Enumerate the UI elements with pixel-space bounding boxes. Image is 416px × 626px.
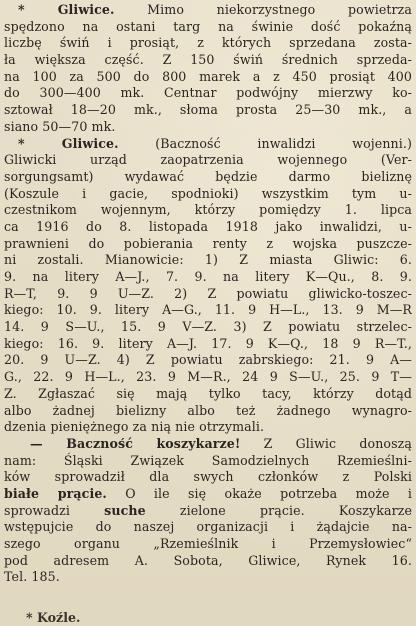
text-line xyxy=(4,2,412,19)
text-line: sorgungsamt) wydawać będzie darmo bieliznę xyxy=(4,168,412,184)
text-line: G., 22. 9 H—L., 23. 9 M—R., 24 9 S—U., 25. 9 T— xyxy=(4,369,412,385)
text-line: szego organu „Rzemieślnik i Przemysłowiec“ xyxy=(4,536,412,551)
text-line: nam: Śląski Związek Samodzielnych Rzemieślni- xyxy=(4,452,412,468)
text-line: ni zostali. Mianowicie: 1) Z miasta Gliwic: 6. xyxy=(4,252,412,268)
text-line: kiego: 10. 9. litery A—G., 11. 9 H—L., 13. 9 M—R xyxy=(4,302,412,318)
text-line: 14. 9 S—U., 15. 9 V—Z. 3) Z powiatu strzelec- xyxy=(4,319,412,335)
article-heading: * Gliwice. xyxy=(18,135,119,151)
text-line: albo żadnej bielizny albo też żadnego wynagro- xyxy=(4,402,412,418)
text-line: Gliwicki urząd zaopatrzenia wojennego (Ver- xyxy=(4,152,412,168)
text-line xyxy=(4,436,412,453)
text-line: R—T, 9. 9 U—Z. 2) Z powiatu gliwicko-toszec- xyxy=(4,285,412,301)
article-basket-makers xyxy=(4,436,412,586)
text-line xyxy=(4,486,412,503)
text-line: ków sprowadził dla swych członków z Polski xyxy=(4,469,412,485)
next-article-heading: * Koźle. xyxy=(26,610,81,625)
text-line: ca 1916 do 8. listopada 1918 jako inwalidzi, u- xyxy=(4,218,412,234)
text-line: 9. na litery A—J., 7. 9. na litery K—Qu., 8. 9. xyxy=(4,269,412,284)
text-line xyxy=(4,503,412,520)
text-span: Mimo niekorzystnego powietrza xyxy=(147,2,412,17)
text-line: Tel. 185. xyxy=(4,569,60,585)
text-line: prawnieni do pobierania renty z wojska puszcze- xyxy=(4,235,412,251)
text-line: czestnikom wojennym, którzy pomiędzy 1. lipca xyxy=(4,202,412,218)
text-line xyxy=(4,136,412,153)
text-line: 20. 9 U—Z. 4) Z powiatu zabrskiego: 21. 9 A— xyxy=(4,352,412,368)
text-line: wstępujcie do naszej organizacji i żądajcie na- xyxy=(4,519,412,535)
text-span: zielone prącie. Koszykarze xyxy=(179,502,412,518)
text-line: do 300—400 mk. Centnar podwójny mierzwy ko- xyxy=(4,85,412,101)
emphasis: suche xyxy=(104,502,146,518)
text-line: pod adresem A. Sobota, Gliwice, Rynek 16. xyxy=(4,552,412,568)
emphasis: białe prącie. xyxy=(4,485,107,501)
text-line: dzenia pieniężnego za nią nie otrzymali. xyxy=(4,419,265,435)
text-line: (Koszule i gacie, spodnioki) wszystkim tym u- xyxy=(4,185,412,201)
text-span: sprowadzi xyxy=(4,502,71,518)
text-line: na 100 za 500 do 800 marek a z 450 prosiąt 400 xyxy=(4,68,412,84)
text-line: siano 50—70 mk. xyxy=(4,118,116,134)
text-line: liczbę świń i prosiąt, z których sprzedana zosta- xyxy=(4,35,412,51)
article-heading: — Baczność koszykarze! xyxy=(30,435,241,451)
text-line: sztował 18—20 mk., słoma prosta 25—30 mk., a xyxy=(4,102,412,118)
article-heading: * Gliwice. xyxy=(18,2,115,17)
text-line: ła większa część. Z 150 świń średnich sprzeda- xyxy=(4,52,412,68)
text-span: (Baczność inwalidzi wojenni.) xyxy=(155,135,413,151)
text-line: kiego: 16. 9. litery A—J. 17. 9 K—Q., 18 9 R—T., xyxy=(4,335,412,351)
text-span: Z Gliwic donoszą xyxy=(263,435,412,451)
article-gliwice-invalids xyxy=(4,136,412,436)
text-line: spędzono na ostani targ na świnie dość pokaźną xyxy=(4,18,412,34)
article-gliwice-market xyxy=(4,2,412,136)
text-line: Z. Zgłaszać się mają tylko tacy, którzy dotąd xyxy=(4,385,412,401)
next-article-cut xyxy=(0,610,416,626)
text-span: O ile się okaże potrzeba może i xyxy=(125,485,412,501)
